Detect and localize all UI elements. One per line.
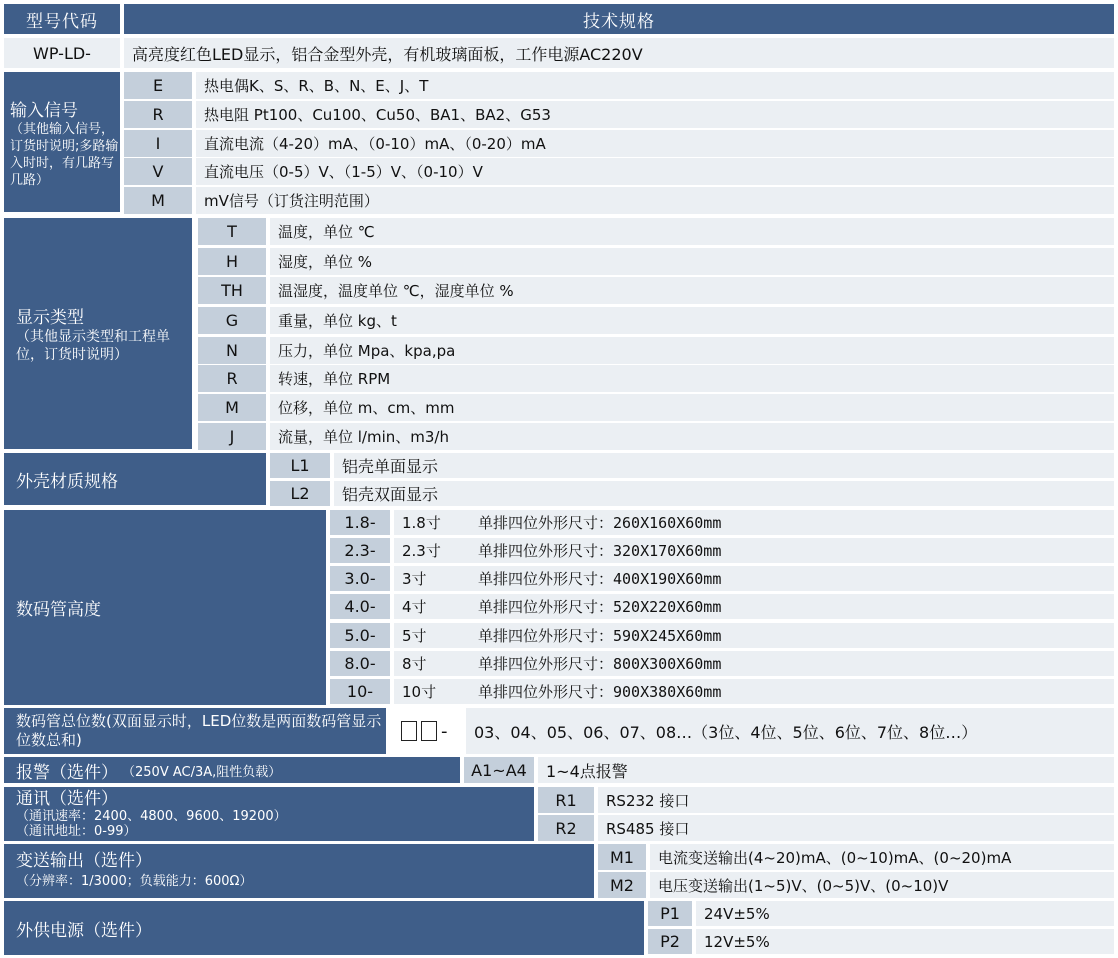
transmit-title: 变送输出（选件） — [16, 851, 152, 871]
input-code-v: V — [124, 158, 192, 185]
shell-code-l2: L2 — [270, 481, 330, 506]
input-code-i: I — [124, 130, 192, 157]
display-desc-g: 重量，单位 kg、t — [270, 307, 1114, 334]
display-code-g: G — [198, 307, 266, 334]
alarm-title: 报警（选件） — [16, 762, 118, 783]
display-desc-m: 位移，单位 m、cm、mm — [270, 394, 1114, 421]
comm-title: 通讯（选件） — [16, 789, 118, 809]
height-code-2-3: 2.3- — [330, 538, 390, 563]
transmit-desc-m1: 电流变送输出(4~20)mA、(0~10)mA、(0~20)mA — [650, 844, 1114, 870]
height-code-5-0: 5.0- — [330, 623, 390, 648]
height-row-1-8 — [394, 510, 1114, 535]
power-desc-p2: 12V±5% — [696, 929, 1114, 954]
display-type-note: （其他显示类型和工程单位，订货时说明） — [16, 329, 170, 363]
height-size-5-0: 5寸 — [402, 627, 427, 645]
height-row-4-0 — [394, 594, 1114, 619]
shell-desc-l2: 铝壳双面显示 — [334, 481, 1114, 506]
display-desc-n: 压力，单位 Mpa、kpa,pa — [270, 337, 1114, 364]
display-desc-th: 温湿度，温度单位 ℃，湿度单位 % — [270, 277, 1114, 304]
digits-total-code — [390, 708, 464, 754]
input-code-r: R — [124, 101, 192, 128]
digit-placeholder-box — [421, 721, 437, 741]
comm-code-r2: R2 — [538, 815, 594, 841]
display-desc-t: 温度，单位 ℃ — [270, 218, 1114, 245]
height-desc-8-0: 单排四位外形尺寸：800X300X60mm — [478, 655, 722, 673]
height-code-8-0: 8.0- — [330, 651, 390, 676]
height-desc-4-0: 单排四位外形尺寸：520X220X60mm — [478, 598, 722, 616]
model-code: WP-LD- — [4, 38, 120, 68]
height-row-2-3 — [394, 538, 1114, 563]
power-desc-p1: 24V±5% — [696, 901, 1114, 926]
shell-material-label — [4, 453, 266, 505]
input-signal-label — [4, 72, 120, 212]
header-tech-spec: 技术规格 — [124, 4, 1114, 34]
display-code-m: M — [198, 394, 266, 421]
height-code-1-8: 1.8- — [330, 510, 390, 535]
transmit-desc-m2: 电压变送输出(1~5)V、(0~5)V、(0~10)V — [650, 872, 1114, 898]
input-desc-e: 热电偶K、S、R、B、N、E、J、T — [196, 72, 1114, 99]
digits-total-code-suffix: - — [441, 720, 448, 742]
height-row-5-0 — [394, 623, 1114, 648]
input-desc-v: 直流电压（0-5）V、（1-5）V、（0-10）V — [196, 158, 1114, 185]
display-code-h: H — [198, 248, 266, 275]
display-type-label — [4, 218, 192, 449]
height-desc-10: 单排四位外形尺寸：900X380X60mm — [478, 683, 722, 701]
input-code-m: M — [124, 187, 192, 214]
transmit-label — [4, 844, 594, 898]
digit-placeholder-box — [401, 721, 417, 741]
shell-desc-l1: 铝壳单面显示 — [334, 453, 1114, 478]
shell-code-l1: L1 — [270, 453, 330, 478]
digits-total-desc: 03、04、05、06、07、08…（3位、4位、5位、6位、7位、8位…） — [466, 708, 1114, 754]
height-size-4-0: 4寸 — [402, 598, 427, 616]
power-code-p1: P1 — [648, 901, 692, 926]
display-code-n: N — [198, 337, 266, 364]
height-row-8-0 — [394, 651, 1114, 676]
height-size-8-0: 8寸 — [402, 655, 427, 673]
input-signal-title: 输入信号 — [10, 100, 78, 121]
comm-code-r1: R1 — [538, 787, 594, 813]
height-row-3-0 — [394, 566, 1114, 591]
model-description: 高亮度红色LED显示，铝合金型外壳，有机玻璃面板，工作电源AC220V — [124, 38, 1114, 68]
height-size-1-8: 1.8寸 — [402, 514, 441, 532]
digit-height-label — [4, 510, 326, 705]
display-desc-r: 转速，单位 RPM — [270, 365, 1114, 392]
digits-total-title: 数码管总位数(双面显示时，LED位数是两面数码管显示位数总和) — [16, 712, 382, 749]
display-desc-j: 流量，单位 l/min、m3/h — [270, 423, 1114, 450]
display-desc-h: 湿度，单位 % — [270, 248, 1114, 275]
height-code-3-0: 3.0- — [330, 566, 390, 591]
input-signal-note: （其他输入信号，订货时说明;多路输入时时，有几路写几路） — [10, 121, 119, 188]
height-size-3-0: 3寸 — [402, 570, 427, 588]
height-row-10 — [394, 679, 1114, 704]
alarm-code: A1~A4 — [464, 757, 534, 783]
display-code-r: R — [198, 365, 266, 392]
transmit-code-m1: M1 — [598, 844, 646, 870]
height-desc-2-3: 单排四位外形尺寸：320X170X60mm — [478, 542, 722, 560]
shell-material-title: 外壳材质规格 — [16, 471, 118, 492]
input-desc-i: 直流电流（4-20）mA、（0-10）mA、（0-20）mA — [196, 130, 1114, 157]
power-label — [4, 901, 644, 955]
digits-total-label — [4, 708, 386, 754]
height-desc-3-0: 单排四位外形尺寸：400X190X60mm — [478, 570, 722, 588]
input-desc-r: 热电阻 Pt100、Cu100、Cu50、BA1、BA2、G53 — [196, 101, 1114, 128]
height-size-2-3: 2.3寸 — [402, 542, 441, 560]
display-code-th: TH — [198, 277, 266, 304]
alarm-note: （250V AC/3A,阻性负载） — [122, 764, 282, 780]
input-desc-m: mV信号（订货注明范围） — [196, 187, 1114, 214]
height-desc-1-8: 单排四位外形尺寸：260X160X60mm — [478, 514, 722, 532]
height-size-10: 10寸 — [402, 683, 437, 701]
height-code-4-0: 4.0- — [330, 594, 390, 619]
input-code-e: E — [124, 72, 192, 99]
comm-note-rate: （通讯速率：2400、4800、9600、19200） — [16, 809, 287, 824]
comm-note-address: （通讯地址：0-99） — [16, 824, 137, 839]
transmit-code-m2: M2 — [598, 872, 646, 898]
digit-height-title: 数码管高度 — [16, 600, 101, 620]
display-code-t: T — [198, 218, 266, 245]
display-code-j: J — [198, 423, 266, 450]
height-code-10: 10- — [330, 679, 390, 704]
power-code-p2: P2 — [648, 929, 692, 954]
alarm-label — [4, 757, 460, 783]
comm-desc-r1: RS232 接口 — [598, 787, 1114, 813]
header-model-code: 型号代码 — [4, 4, 120, 34]
comm-label — [4, 787, 534, 841]
power-title: 外供电源（选件） — [16, 920, 152, 941]
transmit-note: （分辨率：1/3000；负载能力：600Ω） — [16, 874, 253, 889]
comm-desc-r2: RS485 接口 — [598, 815, 1114, 841]
height-desc-5-0: 单排四位外形尺寸：590X245X60mm — [478, 627, 722, 645]
display-type-title: 显示类型 — [16, 308, 84, 328]
alarm-desc: 1~4点报警 — [538, 757, 1114, 783]
